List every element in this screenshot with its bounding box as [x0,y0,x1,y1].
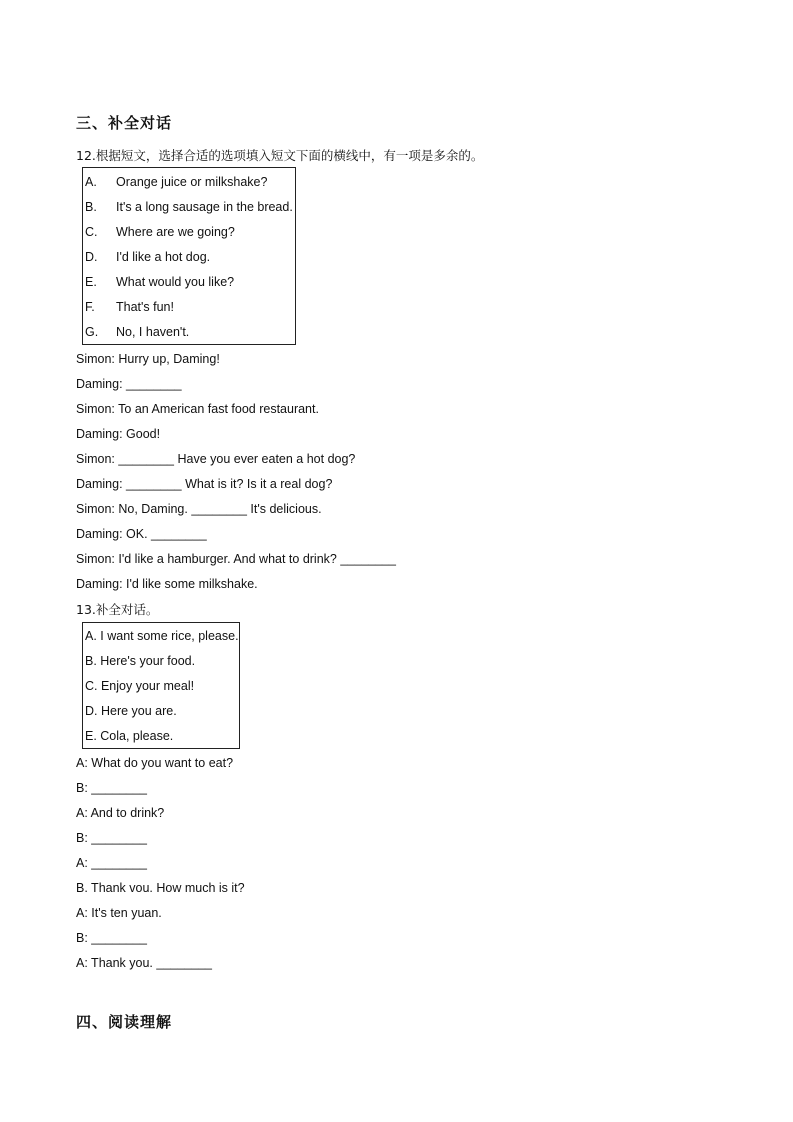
dialogue-line: A: It's ten yuan. [76,906,162,920]
dialogue-line: Daming: ________ [76,377,182,391]
option-e: E. What would you like? [85,275,235,289]
option-b: B. Here's your food. [85,654,196,668]
dialogue-line: Simon: ________ Have you ever eaten a hot dog? [76,452,356,466]
option-d: D. I'd like a hot dog. [85,250,211,264]
option-d: D. Here you are. [85,704,177,718]
dialogue-line: Daming: I'd like some milkshake. [76,577,258,591]
dialogue-line: Simon: I'd like a hamburger. And what to drink? ________ [76,552,396,566]
question-13-instruction: 13.补全对话。 [76,602,159,617]
dialogue-line: Daming: Good! [76,427,161,441]
option-c: C. Enjoy your meal! [85,679,195,693]
option-a: A. Orange juice or milkshake? [85,175,268,189]
dialogue-line: Daming: ________ What is it? Is it a real dog? [76,477,333,491]
option-c: C. Where are we going? [85,225,235,239]
dialogue-line: Simon: To an American fast food restaurant. [76,402,319,416]
dialogue-line: B: ________ [76,781,147,795]
dialogue-line: Simon: No, Daming. ________ It's delicious. [76,502,322,516]
dialogue-line: Simon: Hurry up, Daming! [76,352,220,366]
dialogue-line: A: ________ [76,856,147,870]
question-12-instruction: 12.根据短文，选择合适的选项填入短文下面的横线中，有一项是多余的。 [76,148,484,163]
dialogue-line: A: And to drink? [76,806,165,820]
option-a: A. I want some rice, please. [85,629,239,643]
option-b: B. It's a long sausage in the bread. [85,200,293,214]
section-3-title: 三、补全对话 [76,114,173,132]
question-12-options-box [82,167,296,345]
question-13-options-box [82,622,240,749]
dialogue-line: B: ________ [76,931,147,945]
section-4-title: 四、阅读理解 [76,1013,173,1031]
dialogue-line: Daming: OK. ________ [76,527,207,541]
option-e: E. Cola, please. [85,729,174,743]
dialogue-line: A: What do you want to eat? [76,756,234,770]
dialogue-line: A: Thank you. ________ [76,956,212,970]
option-f: F. That's fun! [85,300,174,314]
option-g: G. No, I haven't. [85,325,190,339]
dialogue-line: B: ________ [76,831,147,845]
dialogue-line: B. Thank vou. How much is it? [76,881,245,895]
